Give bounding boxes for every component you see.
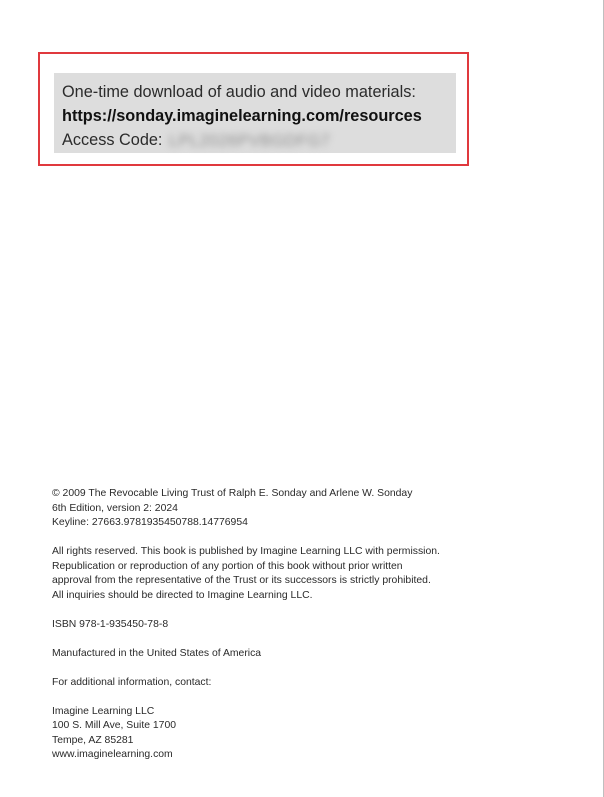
manufactured-line: Manufactured in the United States of America — [52, 647, 262, 659]
contact-intro-line: For additional information, contact: — [52, 676, 212, 688]
access-code-value: LPL2026PVBGDFG7 — [168, 131, 331, 150]
company-name: Imagine Learning LLC — [52, 705, 155, 717]
access-code-line — [62, 128, 456, 153]
copyright-block — [52, 487, 472, 531]
rights-line: All rights reserved. This book is published by Imagine Learning LLC with permission. — [52, 546, 440, 557]
contact-intro-block — [52, 676, 472, 691]
manufactured-block — [52, 647, 472, 662]
copyright-line: © 2009 The Revocable Living Trust of Ralph E. Sonday and Arlene W. Sonday — [52, 488, 413, 499]
resources-link[interactable]: https://sonday.imaginelearning.com/resources — [62, 107, 422, 125]
address-block — [52, 705, 472, 763]
street-address: 100 S. Mill Ave, Suite 1700 — [52, 720, 176, 731]
isbn-block — [52, 618, 472, 633]
isbn-line: ISBN 978-1-935450-78-8 — [52, 618, 169, 630]
edition-line: 6th Edition, version 2: 2024 — [52, 502, 178, 514]
rights-line: approval from the representative of the Trust or its successors is strictly prohibited. — [52, 575, 431, 586]
rights-block — [52, 545, 472, 603]
keyline-line: Keyline: 27663.9781935450788.14776954 — [52, 517, 248, 528]
access-code-label: Access Code: — [62, 131, 163, 149]
access-panel — [54, 73, 456, 153]
website-link[interactable]: www.imaginelearning.com — [52, 749, 173, 760]
rights-line: Republication or reproduction of any portion of this book without prior written — [52, 560, 403, 572]
legal-text — [52, 487, 472, 763]
download-text: One-time download of audio and video materials: — [62, 83, 416, 101]
rights-line: All inquiries should be directed to Imagine Learning LLC. — [52, 589, 313, 601]
city-state-zip: Tempe, AZ 85281 — [52, 734, 134, 746]
